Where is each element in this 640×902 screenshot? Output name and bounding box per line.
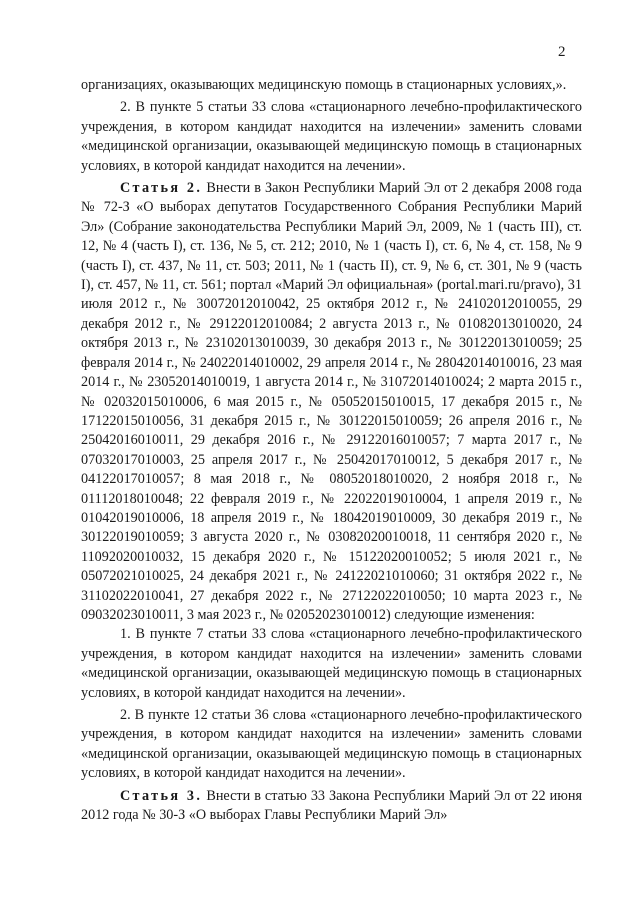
paragraph-item-2-2: 2. В пункте 12 статьи 36 слова «стационарного лечебно-профилактического учреждения, в котором кандидат находится на излечении» заменить словами «медицинской организации, оказывающей медицинскую помощь в стационарных условиях, в которой кандидат находится на лечении». [81,707,582,782]
paragraph-item-1-2: 2. В пункте 5 статьи 33 слова «стационарного лечебно-профилактического учреждения, в котором кандидат находится на излечении» заменить словами «медицинской организации, оказывающей медицинскую помощь в стационарных условиях, в которой кандидат находится на лечении». [81,99,582,174]
paragraph-article-2 [81,179,582,625]
article-2-heading: Статья 2. [120,180,203,197]
page-number: 2 [558,44,566,60]
article-3-text: Внести в статью 33 Закона Республики Марий Эл от 22 июня 2012 года № 30-З «О выборах Главы Республики Марий Эл» [81,787,582,824]
document-body [81,76,582,825]
paragraph-article-3 [81,787,582,826]
article-2-text: Внести в Закон Республики Марий Эл от 2 декабря 2008 года № 72-З «О выборах депутатов Государственного Собрания Республики Марий Эл» (Собрание законодательства Республики Марий Эл, 2009, № 1 (часть III), ст. 12, № 4 (часть I), ст. 136, № 5, ст. 212; 2010, № 1 (часть I), ст. 6, № 4, ст. 158, № 9 (часть I), ст. 437, № 11, ст. 503; 2011, № 1 (часть II), ст. 9, № 6, ст. 301, № 9 (часть I), ст. 457, № 11, ст. 561; портал «Марий Эл официальная» (portal.mari.ru/pravo), 31 июля 2012 г., № 30072012010042, 25 октября 2012 г., № 24102012010055, 29 декабря 2012 г., № 29122012010084; 2 августа 2013 г., № 01082013010020, 24 октября 2013 г., № 23102013010039, 30 декабря 2013 г., № 30122013010059; 25 февраля 2014 г., № 24022014010002, 29 апреля 2014 г., № 28042014010016, 23 мая 2014 г., № 23052014010019, 1 августа 2014 г., № 31072014010024; 2 марта 2015 г., № 02032015010006, 6 мая 2015 г., № 05052015010015, 17 декабря 2015 г., № 17122015010056, 31 декабря 2015 г., № 30122015010059; 26 апреля 2016 г., № 25042016010011, 29 декабря 2016 г., № 29122016010057; 7 марта 2017 г., № 07032017010003, 25 апреля 2017 г., № 25042017010012, 5 декабря 2017 г., № 04122017010057; 8 мая 2018 г., № 08052018010020, 2 ноября 2018 г., № 01112018010048; 22 февраля 2019 г., № 22022019010004, 1 апреля 2019 г., № 01042019010006, 18 апреля 2019 г., № 18042019010009, 30 декабря 2019 г., № 30122019010059; 3 августа 2020 г., № 03082020010018, 11 сентября 2020 г., № 11092020010032, 15 декабря 2020 г., № 15122020010052; 5 июля 2021 г., № 05072021010025, 24 декабря 2021 г., № 24122021010060; 31 октября 2022 г., № 31102022010041, 27 декабря 2022 г., № 27122022010050; 10 марта 2023 г., № 09032023010011, 3 мая 2023 г., № 02052023010012) следующие изменения: [81,180,582,623]
article-3-heading: Статья 3. [120,787,203,804]
paragraph-item-2-1: 1. В пункте 7 статьи 33 слова «стационарного лечебно-профилактического учреждения, в котором кандидат находится на излечении» заменить словами «медицинской организации, оказывающей медицинскую помощь в стационарных условиях, в которой кандидат находится на лечении». [81,626,582,701]
paragraph-continuation: организациях, оказывающих медицинскую помощь в стационарных условиях,». [81,77,567,93]
